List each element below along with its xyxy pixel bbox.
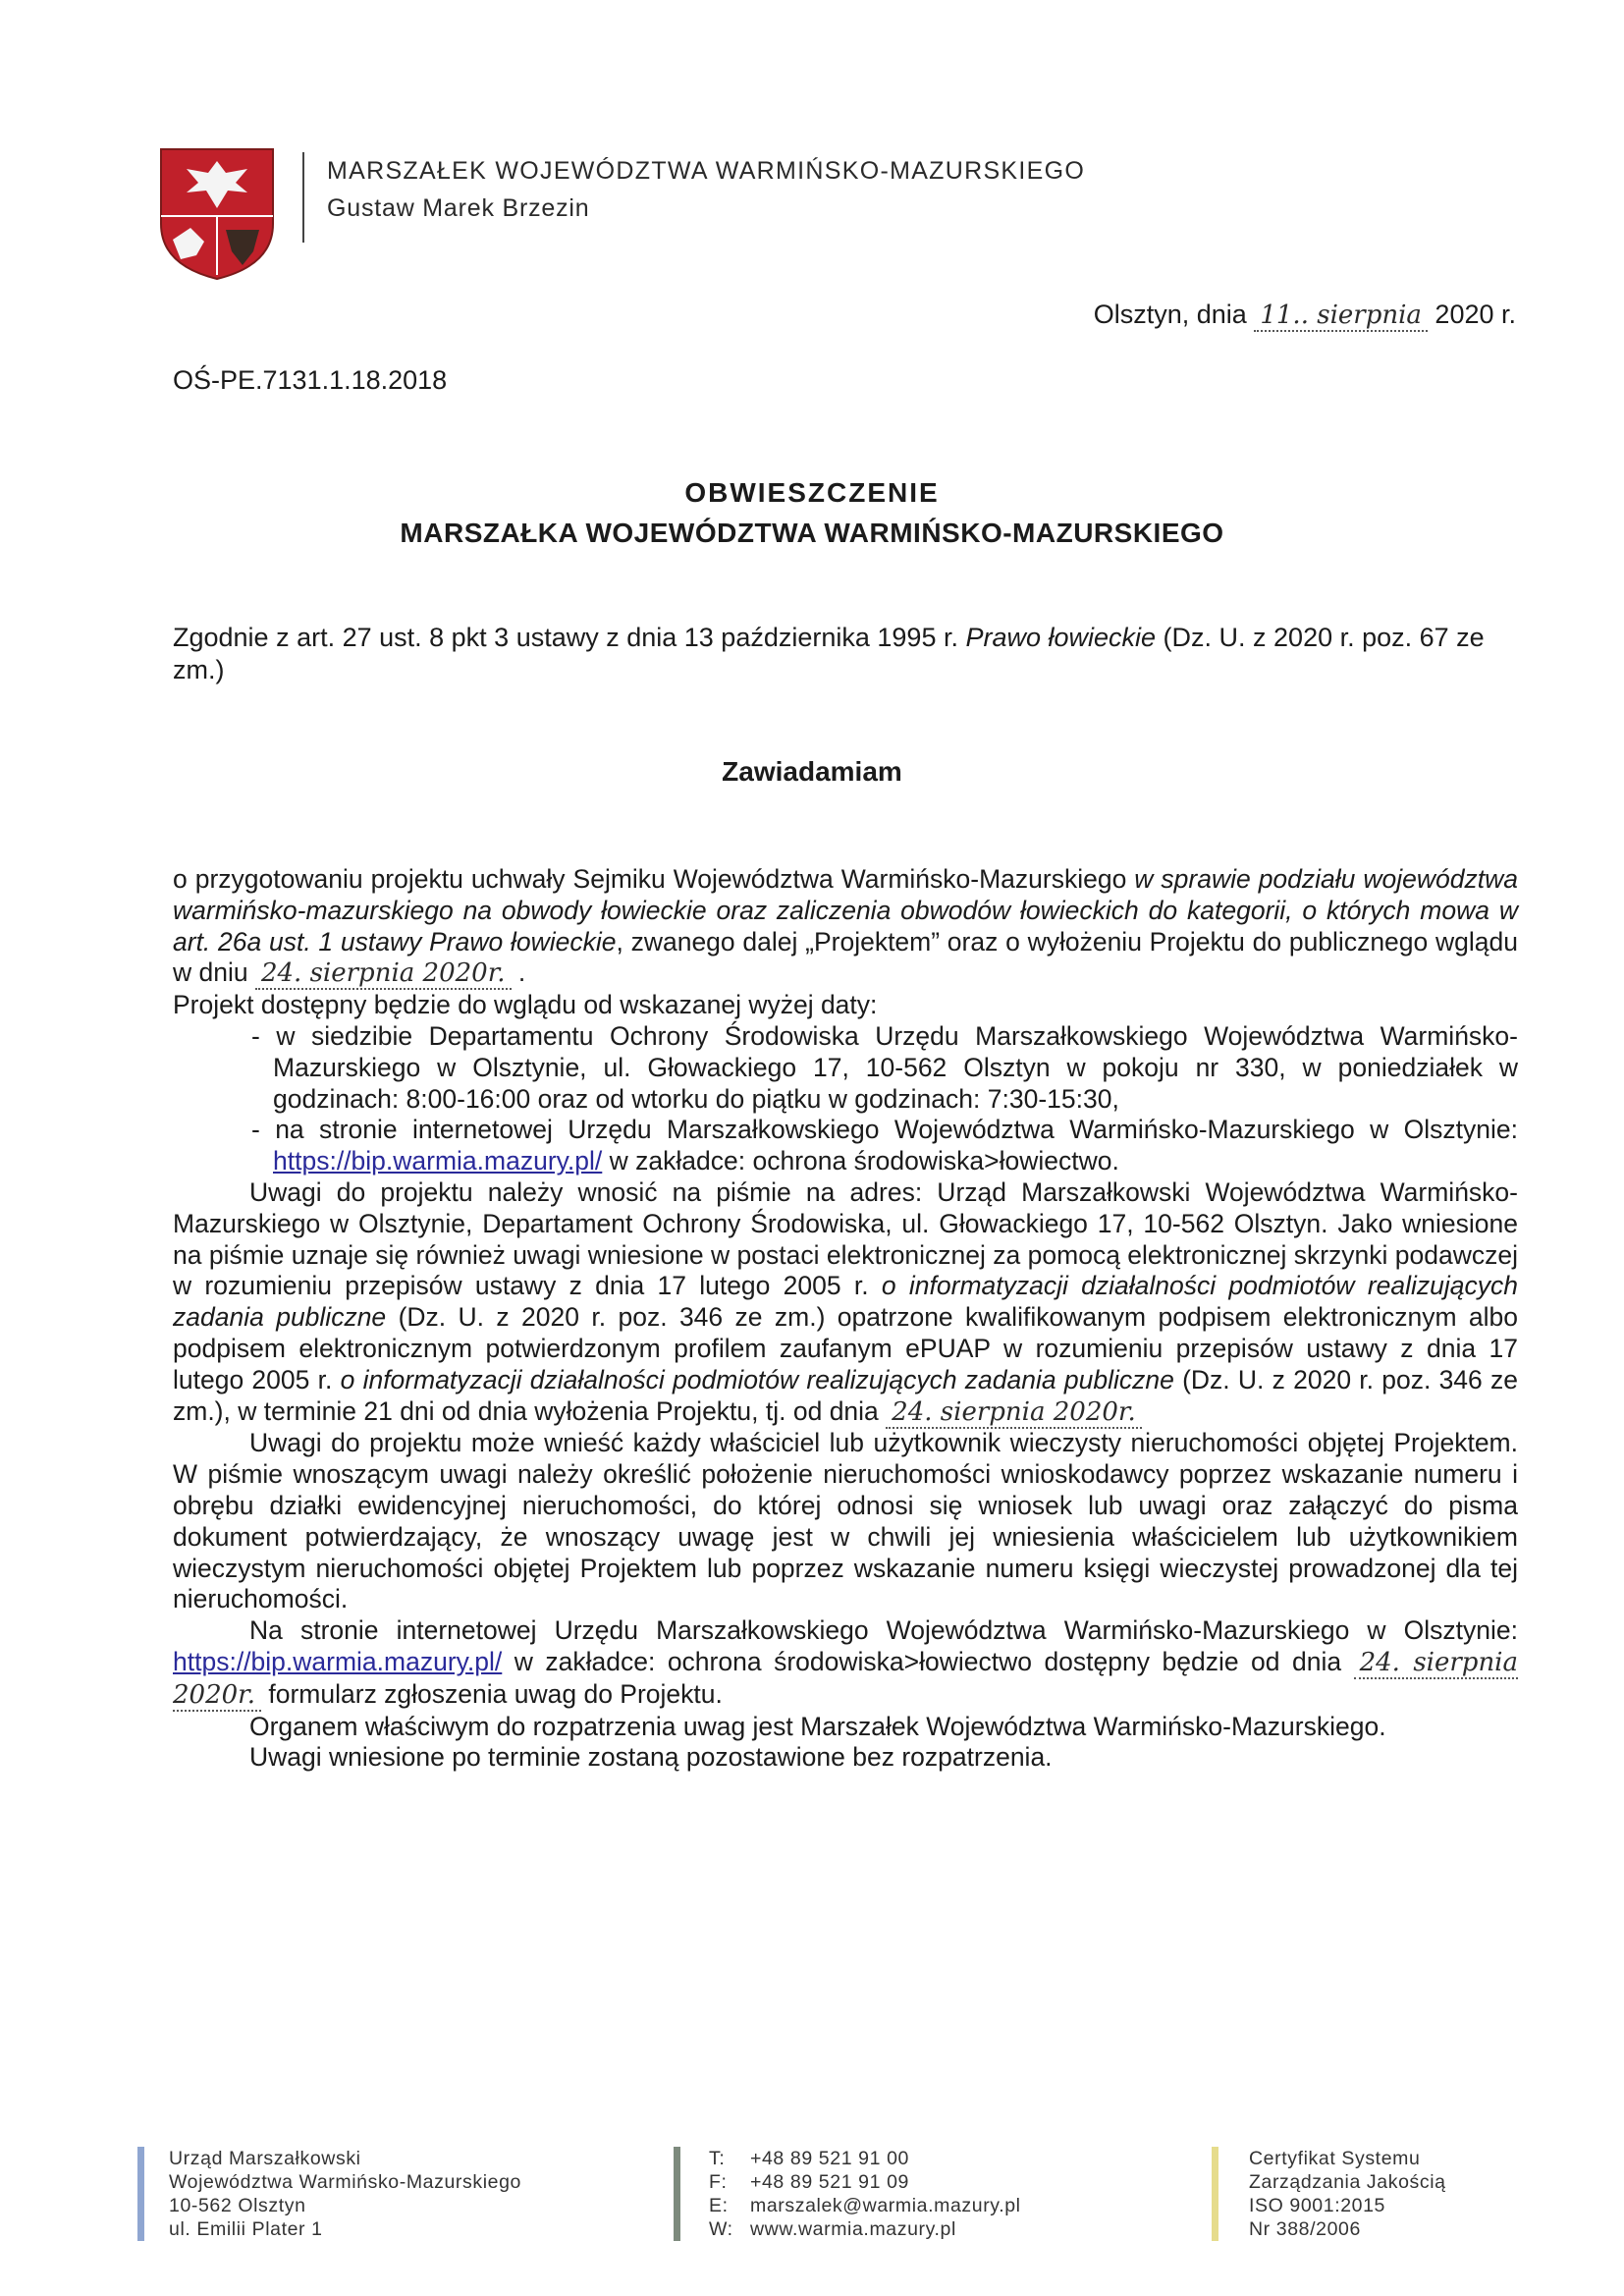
email-link[interactable]: marszalek@warmia.mazury.pl	[750, 2195, 1021, 2216]
phone-number: +48 89 521 91 00	[750, 2148, 909, 2169]
legal-basis	[173, 622, 1518, 686]
footer-office-line: ul. Emilii Plater 1	[169, 2218, 323, 2240]
list-item: - w siedzibie Departamentu Ochrony Środowiska Urzędu Marszałkowskiego Województwa Warmińsko-Mazurskiego w Olsztynie, ul. Głowackiego 17, 10-562 Olsztyn w pokoju nr 330, w poniedziałek w godzinach: 8:00-16:00 oraz od wtorku do piątku w godzinach: 7:30-15:30,	[251, 1020, 1518, 1114]
cert-line: Certyfikat Systemu	[1249, 2148, 1421, 2169]
footer-bar-yellow	[1212, 2147, 1218, 2241]
footer-certificate	[1249, 2147, 1446, 2241]
coat-of-arms-icon	[157, 145, 277, 283]
header-title: MARSZAŁEK WOJEWÓDZTWA WARMIŃSKO-MAZURSKIEGO	[327, 157, 1086, 185]
location-list	[173, 1021, 1518, 1177]
footer-office	[169, 2147, 521, 2241]
paragraph-deadline: Uwagi wniesione po terminie zostaną pozostawione bez rozpatrzenia.	[249, 1742, 1053, 1773]
fax-number: +48 89 521 91 09	[750, 2171, 909, 2193]
paragraph-authority: Organem właściwym do rozpatrzenia uwag jest Marszałek Województwa Warmińsko-Mazurskiego.	[249, 1711, 1386, 1741]
footer-office-line: Urząd Marszałkowski	[169, 2148, 361, 2169]
paragraph-form: Na stronie internetowej Urzędu Marszałkowskiego Województwa Warmińsko-Mazurskiego w Olsztynie: https://bip.warmia.mazury.pl/ w zakładce: ochrona środowiska>łowiectwo dostępny będzie od dnia 24. sierpnia 2020r. formularz zgłoszenia uwag do Projektu.	[173, 1615, 1519, 1710]
legal-basis-ref: (Dz. U. z 2020 r. poz. 67 ze zm.)	[173, 623, 1485, 684]
list-item: - na stronie internetowej Urzędu Marszałkowskiego Województwa Warmińsko-Mazurskiego w Olsztynie: https://bip.warmia.mazury.pl/ w zakładce: ochrona środowiska>łowiectwo.	[251, 1115, 1518, 1176]
date-handwritten: 11.. sierpnia	[1254, 301, 1428, 332]
legal-basis-text: Zgodnie z art. 27 ust. 8 pkt 3 ustawy z dnia 13 października 1995 r.	[173, 623, 966, 652]
footer-office-line: 10-562 Olsztyn	[169, 2195, 306, 2216]
paragraph-availability: Projekt dostępny będzie do wglądu od wskazanej wyżej daty:	[173, 990, 878, 1020]
website-link[interactable]: www.warmia.mazury.pl	[750, 2218, 956, 2240]
header-divider	[302, 152, 304, 243]
header-name: Gustaw Marek Brzezin	[327, 194, 590, 222]
document-subtitle: MARSZAŁKA WOJEWÓDZTWA WARMIŃSKO-MAZURSKIEGO	[400, 518, 1224, 548]
date-prefix: Olsztyn, dnia	[1093, 300, 1247, 329]
footer-contact: T: +48 89 521 91 00 F: +48 89 521 91 09 E: marszalek@warmia.mazury.pl W: www.warmia.mazury.pl	[709, 2148, 1021, 2240]
notice-body	[173, 864, 1518, 1774]
paragraph-project: o przygotowaniu projektu uchwały Sejmiku Województwa Warmińsko-Mazurskiego w sprawie podziału województwa warmińsko-mazurskiego na obwody łowieckie oraz zaliczenia obwodów łowieckich do kategorii, o których mowa w art. 26a ust. 1 ustawy Prawo łowieckie, zwanego dalej „Projektem” oraz o wyłożeniu Projektu do publicznego wglądu w dniu 24. sierpnia 2020r. .	[173, 864, 1518, 989]
paragraph-submission: Uwagi do projektu należy wnosić na piśmie na adres: Urząd Marszałkowski Województwa Warmińsko-Mazurskiego w Olsztynie, Departament Ochrony Środowiska, ul. Głowackiego 17, 10-562 Olsztyn. Jako wniesione na piśmie uznaje się również uwagi wniesione w postaci elektronicznej za pomocą elektronicznej skrzynki podawczej w rozumieniu przepisów ustawy z dnia 17 lutego 2005 r. o informatyzacji działalności podmiotów realizujących zadania publiczne (Dz. U. z 2020 r. poz. 346 ze zm.) opatrzone kwalifikowanym podpisem elektronicznym albo podpisem elektronicznym potwierdzonym profilem zaufanym ePUAP w rozumieniu przepisów ustawy z dnia 17 lutego 2005 r. o informatyzacji działalności podmiotów realizujących zadania publiczne (Dz. U. z 2020 r. poz. 346 ze zm.), w terminie 21 dni od dnia wyłożenia Projektu, tj. od dnia 24. sierpnia 2020r.	[173, 1176, 1519, 1427]
section-heading: Zawiadamiam	[722, 756, 902, 787]
case-number: OŚ-PE.7131.1.18.2018	[173, 365, 448, 395]
handwritten-date: 24. sierpnia 2020r.	[173, 1647, 1519, 1710]
date-suffix: 2020 r.	[1435, 300, 1516, 329]
footer-bar-gray	[674, 2147, 680, 2241]
cert-line: Zarządzania Jakością	[1249, 2171, 1446, 2193]
cert-line: ISO 9001:2015	[1249, 2195, 1385, 2216]
bip-link[interactable]: https://bip.warmia.mazury.pl/	[273, 1146, 603, 1176]
bip-link[interactable]: https://bip.warmia.mazury.pl/	[173, 1646, 503, 1676]
document-title: OBWIESZCZENIE	[684, 477, 940, 508]
paragraph-eligibility: Uwagi do projektu może wnieść każdy właściciel lub użytkownik wieczysty nieruchomości objętej Projektem. W piśmie wnoszącym uwagi należy określić położenie nieruchomości wnioskodawcy poprzez wskazanie numeru i obrębu działki ewidencyjnej nieruchomości, do której odnosi się wniosek lub uwagi oraz załączyć do pisma dokument potwierdzający, że wnoszący uwagę jest w chwili jej wniesienia właścicielem lub użytkownikiem wieczystym nieruchomości objętej Projektem lub poprzez wskazanie numeru księgi wieczystej prowadzonej dla tej nieruchomości.	[173, 1428, 1518, 1614]
handwritten-date: 24. sierpnia 2020r.	[255, 958, 512, 990]
handwritten-date: 24. sierpnia 2020r.	[886, 1397, 1142, 1429]
footer-office-line: Województwa Warmińsko-Mazurskiego	[169, 2171, 521, 2193]
cert-line: Nr 388/2006	[1249, 2218, 1361, 2240]
footer-bar-blue	[137, 2147, 144, 2241]
date-line	[1094, 300, 1516, 330]
legal-basis-act: Prawo łowieckie	[965, 623, 1157, 652]
